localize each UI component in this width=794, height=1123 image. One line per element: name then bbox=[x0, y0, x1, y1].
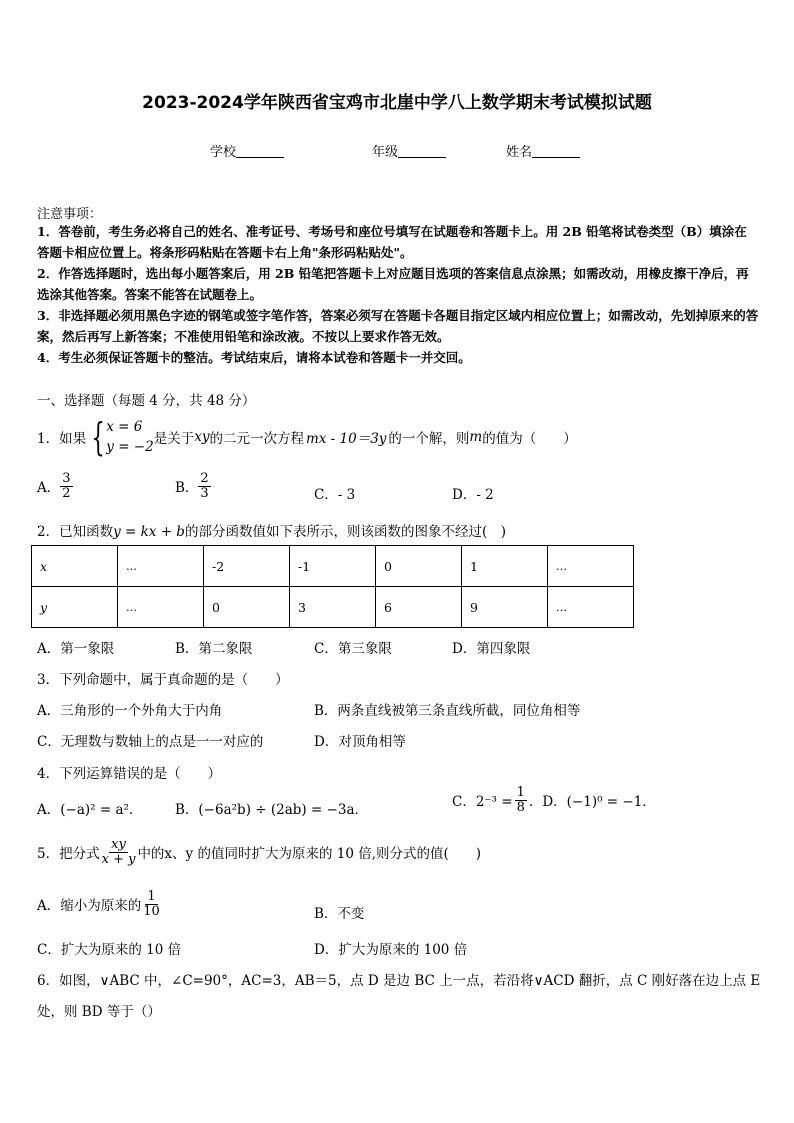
q2-stem: 的部分函数值如下表所示，则该函数的图象不经过( ) bbox=[184, 524, 506, 540]
q2-option-d[interactable]: D．第四象限 bbox=[452, 641, 531, 657]
q1-equation: mx - 10＝3y bbox=[305, 431, 387, 447]
brace-icon: { bbox=[91, 415, 105, 459]
q1-option-b[interactable] bbox=[175, 472, 211, 500]
grade-field bbox=[372, 141, 446, 160]
q5-option-b[interactable]: B．不变 bbox=[314, 906, 365, 922]
q3-option-a[interactable]: A．三角形的一个外角大于内角 bbox=[37, 703, 223, 719]
page-title: 2023-2024学年陕西省宝鸡市北崖中学八上数学期末考试模拟试题 bbox=[142, 93, 652, 113]
fraction bbox=[100, 838, 138, 866]
q1-option-c[interactable]: C．- 3 bbox=[314, 487, 356, 503]
grade-blank bbox=[398, 145, 446, 158]
fraction bbox=[515, 786, 527, 814]
table-cell: -2 bbox=[204, 546, 290, 587]
q1-option-d[interactable]: D．- 2 bbox=[452, 487, 494, 503]
table-cell: 3 bbox=[290, 587, 376, 628]
fraction bbox=[198, 472, 210, 500]
table-cell: y bbox=[32, 587, 118, 628]
q2-option-c[interactable]: C．第三象限 bbox=[314, 641, 392, 657]
numerator: 3 bbox=[62, 471, 71, 486]
q2-option-a[interactable]: A．第一象限 bbox=[37, 641, 115, 657]
q1-eq1: x = 6 bbox=[106, 419, 143, 435]
table-cell: 0 bbox=[376, 546, 462, 587]
question-2 bbox=[37, 520, 506, 540]
q5-stem: 中的x、y 的值同时扩大为原来的 10 倍,则分式的值( ) bbox=[137, 846, 482, 863]
school-blank bbox=[236, 145, 284, 158]
q3-option-c[interactable]: C．无理数与数轴上的点是一一对应的 bbox=[37, 734, 264, 750]
table-cell: … bbox=[548, 587, 634, 628]
table-row bbox=[32, 587, 634, 628]
name-label: 姓名 bbox=[506, 145, 533, 160]
note-item: 3．非选择题必须用黑色字迹的钢笔或签字笔作答，答案必须写在答题卡各题目指定区域内相应位置上；如需改动，先划掉原来的答案，然后再写上新答案；不准使用铅笔和涂改液。不按以上要求作答无效。 bbox=[37, 308, 759, 344]
numerator: 1 bbox=[147, 889, 156, 904]
grade-label: 年级 bbox=[372, 145, 399, 160]
table-cell: 9 bbox=[462, 587, 548, 628]
question-6-cont: 处，则 BD 等于（） bbox=[37, 1004, 161, 1020]
question-4: 4．下列运算错误的是（ ） bbox=[37, 766, 222, 782]
q5-option-c[interactable]: C．扩大为原来的 10 倍 bbox=[37, 942, 182, 958]
numerator: xy bbox=[111, 837, 126, 852]
q5-option-d[interactable]: D．扩大为原来的 100 倍 bbox=[314, 942, 468, 958]
question-1 bbox=[37, 417, 577, 457]
notes-heading: 注意事项： bbox=[37, 207, 103, 222]
table-cell: 1 bbox=[462, 546, 548, 587]
question-3: 3．下列命题中，属于真命题的是（ ） bbox=[37, 672, 289, 688]
q1-xy: xy bbox=[194, 429, 210, 445]
numerator: 2 bbox=[200, 471, 209, 486]
q1-stem: 的值为（ ） bbox=[482, 431, 577, 447]
denominator: x + y bbox=[101, 851, 136, 867]
q4-option-b[interactable]: B．(−6a²b) ÷ (2ab) = −3a． bbox=[175, 802, 369, 818]
q1-stem: 的一个解，则 bbox=[388, 431, 470, 447]
option-label: A． bbox=[37, 480, 61, 497]
option-label: B． bbox=[175, 480, 199, 497]
q4-option-c-d[interactable] bbox=[452, 786, 656, 814]
denominator: 3 bbox=[200, 485, 209, 501]
q5-option-a[interactable] bbox=[37, 890, 162, 918]
denominator: 10 bbox=[143, 903, 160, 919]
q1-system bbox=[106, 417, 153, 457]
name-field bbox=[506, 141, 580, 160]
table-cell: … bbox=[118, 587, 204, 628]
school-label: 学校 bbox=[210, 145, 237, 160]
table-cell: … bbox=[118, 546, 204, 587]
table-cell: x bbox=[32, 546, 118, 587]
note-item: 1．答卷前，考生务必将自己的姓名、准考证号、考场号和座位号填写在试题卷和答题卡上。用 2B 铅笔将试卷类型（B）填涂在答题卡相应位置上。将条形码粘贴在答题卡右上角"条形码粘贴处"。 bbox=[37, 224, 747, 260]
table-cell: 6 bbox=[376, 587, 462, 628]
q2-function: y = kx + b bbox=[113, 524, 185, 540]
values-table bbox=[31, 545, 634, 628]
table-row bbox=[32, 546, 634, 587]
q3-option-b[interactable]: B．两条直线被第三条直线所截，同位角相等 bbox=[314, 703, 581, 719]
question-5 bbox=[37, 838, 481, 866]
q5-stem: 5．把分式 bbox=[37, 846, 100, 863]
section-heading: 一、选择题（每题 4 分，共 48 分） bbox=[37, 393, 256, 409]
q1-stem: 的二元一次方程 bbox=[209, 431, 304, 447]
question-6: 6．如图，∨ABC 中，∠C=90°，AC=3，AB＝5，点 D 是边 BC 上一点，若沿将∨ACD 翻折，点 C 刚好落在边上点 E bbox=[37, 973, 761, 989]
q1-m: m bbox=[469, 429, 483, 445]
note-item: 2．作答选择题时，选出每小题答案后，用 2B 铅笔把答题卡上对应题目选项的答案信息点涂黑；如需改动，用橡皮擦干净后，再选涂其他答案。答案不能答在试题卷上。 bbox=[37, 266, 749, 302]
q4-option-a[interactable]: A．(−a)² = a²． bbox=[37, 802, 143, 818]
name-blank bbox=[532, 145, 580, 158]
note-item: 4．考生必须保证答题卡的整洁。考试结束后，请将本试卷和答题卡一并交回。 bbox=[37, 350, 471, 365]
option-label: A．缩小为原来的 bbox=[37, 898, 142, 915]
q1-option-a[interactable] bbox=[37, 472, 73, 500]
table-cell: -1 bbox=[290, 546, 376, 587]
q2-stem: 2．已知函数 bbox=[37, 524, 114, 540]
q1-stem: 是关于 bbox=[153, 431, 195, 447]
option-label: ．D．(−1)⁰ = −1． bbox=[528, 794, 656, 811]
numerator: 1 bbox=[516, 785, 525, 800]
option-label: C．2⁻³ = bbox=[452, 794, 513, 811]
q2-option-b[interactable]: B．第二象限 bbox=[175, 641, 253, 657]
table-cell: … bbox=[548, 546, 634, 587]
table-cell: 0 bbox=[204, 587, 290, 628]
denominator: 8 bbox=[516, 799, 525, 815]
q3-option-d[interactable]: D．对顶角相等 bbox=[314, 734, 406, 750]
fraction bbox=[60, 472, 72, 500]
denominator: 2 bbox=[62, 485, 71, 501]
school-field bbox=[210, 141, 284, 160]
q1-eq2: y = −2 bbox=[106, 439, 154, 455]
fraction bbox=[141, 890, 162, 918]
q1-number: 1．如果 bbox=[37, 431, 87, 447]
